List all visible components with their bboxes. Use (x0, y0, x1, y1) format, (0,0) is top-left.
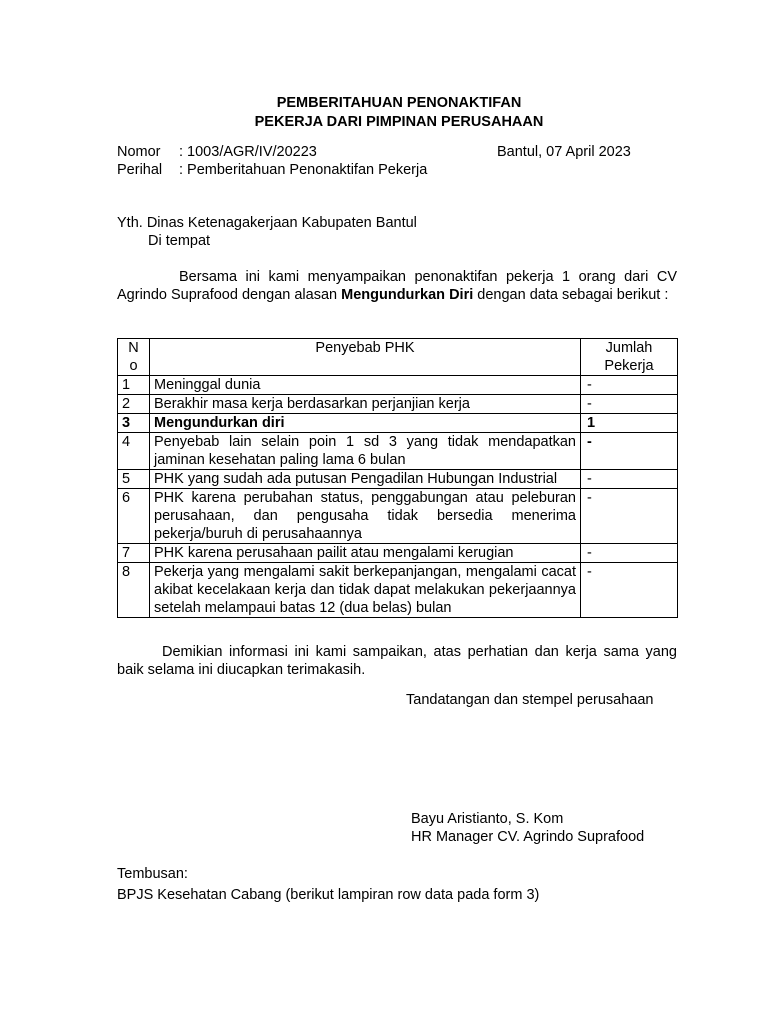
intro-text-part-1: Bersama ini kami menyampaikan penonaktifan pekerja 1 orang dari CV Agrindo Suprafood dengan alasan (117, 269, 677, 303)
row-no: 4 (118, 433, 150, 470)
nomor-value: : 1003/AGR/IV/20223 (179, 144, 317, 160)
recipient-line-2: Di tempat (148, 233, 211, 249)
row-count: - (581, 544, 678, 563)
row-no: 5 (118, 470, 150, 489)
row-count: - (581, 563, 678, 618)
intro-text-bold: Mengundurkan Diri (341, 287, 474, 303)
phk-table-header-row (118, 339, 678, 376)
signatory-position: HR Manager CV. Agrindo Suprafood (411, 829, 645, 845)
row-no: 7 (118, 544, 150, 563)
signature-label: Tandatangan dan stempel perusahaan (406, 692, 654, 708)
header-count: Jumlah Pekerja (581, 339, 678, 376)
letter-title-line-1: PEMBERITAHUAN PENONAKTIFAN (276, 95, 522, 111)
cc-item: BPJS Kesehatan Cabang (berikut lampiran row data pada form 3) (117, 887, 540, 903)
closing-text: Demikian informasi ini kami sampaikan, atas perhatian dan kerja sama yang baik selama ini diucapkan terimakasih. (117, 644, 677, 678)
intro-paragraph (117, 268, 677, 304)
table-row (118, 414, 678, 433)
row-reason: PHK yang sudah ada putusan Pengadilan Hubungan Industrial (150, 470, 581, 489)
row-no: 2 (118, 395, 150, 414)
table-row (118, 544, 678, 563)
row-count: - (581, 376, 678, 395)
table-row (118, 376, 678, 395)
phk-table (117, 338, 678, 618)
row-no: 1 (118, 376, 150, 395)
letter-title-line-2: PEKERJA DARI PIMPINAN PERUSAHAAN (254, 114, 544, 130)
row-reason: Pekerja yang mengalami sakit berkepanjangan, mengalami cacat akibat kecelakaan kerja dan tidak dapat melakukan pekerjaannya setelah melampaui batas 12 (dua belas) bulan (150, 563, 581, 618)
row-reason: PHK karena perubahan status, penggabungan atau peleburan perusahaan, dan pengusaha tidak bersedia menerima pekerja/buruh di perusahaannya (150, 489, 581, 544)
row-reason: PHK karena perusahaan pailit atau mengalami kerugian (150, 544, 581, 563)
row-reason: Mengundurkan diri (150, 414, 581, 433)
place-date: Bantul, 07 April 2023 (497, 144, 631, 160)
nomor-label: Nomor (117, 144, 161, 160)
row-count: 1 (581, 414, 678, 433)
cc-label: Tembusan: (117, 866, 188, 882)
perihal-label: Perihal (117, 162, 163, 178)
signatory-name: Bayu Aristianto, S. Kom (411, 811, 564, 827)
table-row (118, 563, 678, 618)
row-reason: Penyebab lain selain poin 1 sd 3 yang tidak mendapatkan jaminan kesehatan paling lama 6 bulan (150, 433, 581, 470)
row-no: 8 (118, 563, 150, 618)
header-no: N o (118, 339, 150, 376)
table-row (118, 470, 678, 489)
row-no: 6 (118, 489, 150, 544)
row-reason: Meninggal dunia (150, 376, 581, 395)
recipient-line-1: Yth. Dinas Ketenagakerjaan Kabupaten Bantul (117, 215, 417, 231)
table-row (118, 433, 678, 470)
row-count: - (581, 433, 678, 470)
intro-text-part-2: dengan data sebagai berikut : (473, 287, 669, 303)
header-reason: Penyebab PHK (150, 339, 581, 376)
table-row (118, 395, 678, 414)
closing-paragraph (117, 643, 677, 679)
table-row (118, 489, 678, 544)
row-count: - (581, 470, 678, 489)
row-reason: Berakhir masa kerja berdasarkan perjanjian kerja (150, 395, 581, 414)
perihal-value: : Pemberitahuan Penonaktifan Pekerja (179, 162, 428, 178)
row-count: - (581, 489, 678, 544)
row-count: - (581, 395, 678, 414)
row-no: 3 (118, 414, 150, 433)
